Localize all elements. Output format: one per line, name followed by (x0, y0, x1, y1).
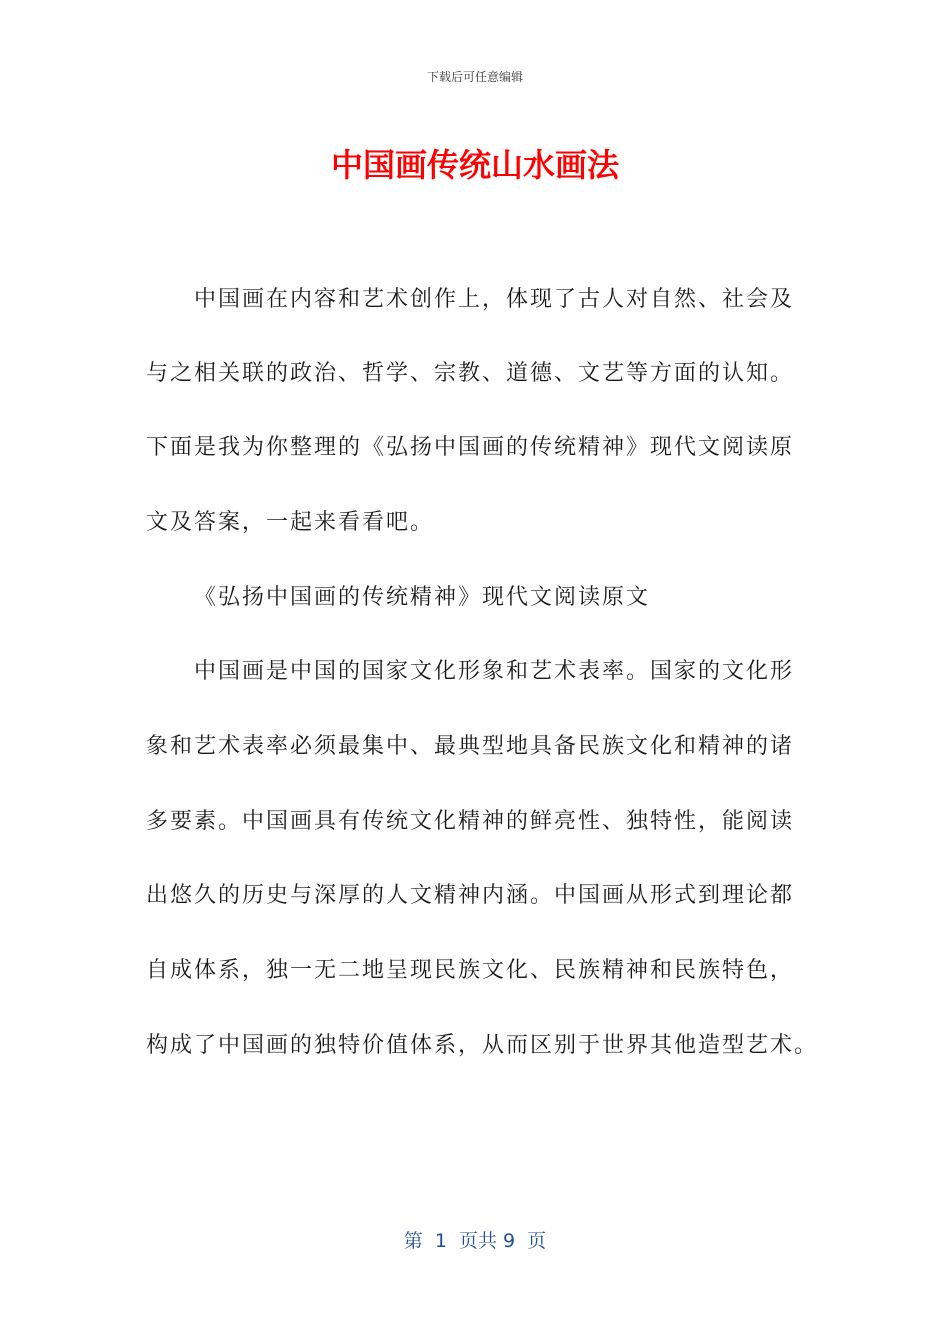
body-line: 多要素。中国画具有传统文化精神的鲜亮性、独特性，能阅读 (146, 809, 795, 834)
section-heading: 《弘扬中国画的传统精神》现代文阅读原文 (194, 585, 651, 610)
body-line: 文及答案，一起来看看吧。 (146, 510, 435, 535)
body-line: 象和艺术表率必须最集中、最典型地具备民族文化和精神的诸 (146, 734, 795, 759)
document-title: 中国画传统山水画法 (330, 146, 619, 184)
header-note: 下载后可任意编辑 (426, 70, 523, 84)
body-line: 中国画是中国的国家文化形象和艺术表率。国家的文化形 (194, 659, 795, 684)
page-number: 第 1 页共 9 页 (403, 1230, 547, 1252)
body-line: 中国画在内容和艺术创作上，体现了古人对自然、社会及 (194, 287, 795, 312)
body-line: 自成体系，独一无二地呈现民族文化、民族精神和民族特色， (146, 958, 795, 983)
body-line: 出悠久的历史与深厚的人文精神内涵。中国画从形式到理论都 (146, 883, 795, 908)
body-line: 与之相关联的政治、哲学、宗教、道德、文艺等方面的认知。 (146, 361, 795, 386)
body-line: 下面是我为你整理的《弘扬中国画的传统精神》现代文阅读原 (146, 435, 795, 460)
body-line: 构成了中国画的独特价值体系，从而区别于世界其他造型艺术。 (146, 1033, 819, 1058)
